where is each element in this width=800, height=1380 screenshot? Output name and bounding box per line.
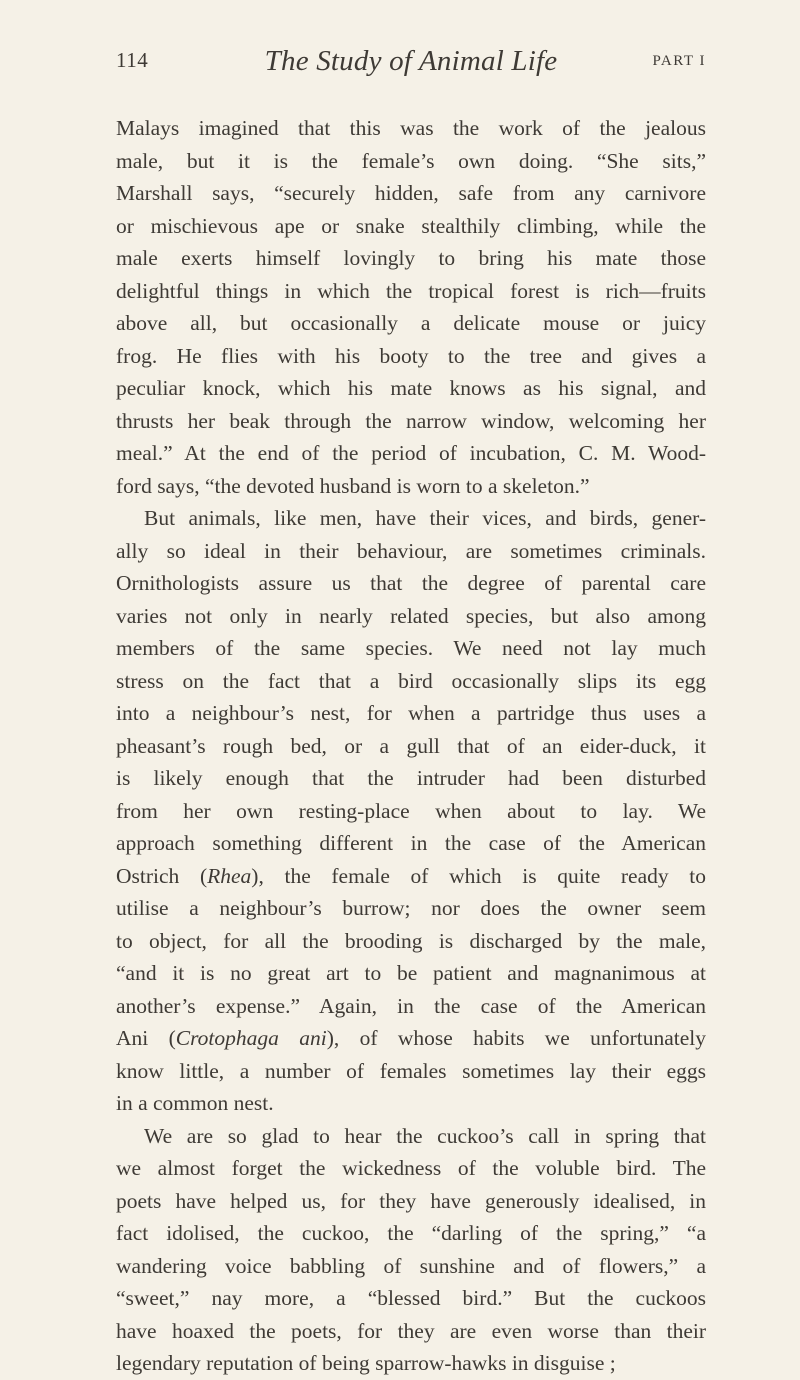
page-number: 114 xyxy=(116,48,149,72)
text-line: meal.” At the end of the period of incubation, C. M. Wood- xyxy=(116,441,706,465)
text-line: Ornithologists assure us that the degree of parental care xyxy=(116,571,706,595)
text-line: above all, but occasionally a delicate mouse or juicy xyxy=(116,311,706,335)
text-line: male exerts himself lovingly to bring his mate those xyxy=(116,246,706,270)
running-title: The Study of Animal Life xyxy=(264,45,558,77)
text-line: members of the same species. We need not lay much xyxy=(116,636,706,660)
text-line: have hoaxed the poets, for they are even worse than their xyxy=(116,1318,706,1343)
text-line: male, but it is the female’s own doing. “She sits,” xyxy=(116,148,706,173)
text-line: wandering voice babbling of sunshine and of flowers,” a xyxy=(116,1253,706,1278)
species-name: Rhea xyxy=(207,863,252,888)
text-line: delightful things in which the tropical forest is rich—fruits xyxy=(116,278,706,303)
body-text xyxy=(116,112,706,1380)
part-label: PART I xyxy=(652,53,706,69)
text-line: peculiar knock, which his mate knows as his signal, and xyxy=(116,376,706,400)
text-line: or mischievous ape or snake stealthily climbing, while the xyxy=(116,213,706,238)
text-line: varies not only in nearly related species, but also among xyxy=(116,603,706,628)
text-line: to object, for all the brooding is discharged by the male, xyxy=(116,928,706,953)
text-line: another’s expense.” Again, in the case of the American xyxy=(116,993,706,1018)
species-name: Crotophaga ani xyxy=(175,1026,327,1050)
text-line: “and it is no great art to be patient and magnanimous at xyxy=(116,961,706,985)
text-line: We are so glad to hear the cuckoo’s call in spring that xyxy=(144,1123,706,1148)
text-line: we almost forget the wickedness of the voluble bird. The xyxy=(116,1156,706,1180)
line-fragment: Ostrich ( xyxy=(116,863,208,888)
text-line: frog. He flies with his booty to the tree and gives a xyxy=(116,343,706,368)
text-line: thrusts her beak through the narrow window, welcoming her xyxy=(116,408,706,433)
text-line: pheasant’s rough bed, or a gull that of an eider-duck, it xyxy=(116,733,706,758)
text-line: fact idolised, the cuckoo, the “darling of the spring,” “a xyxy=(116,1221,706,1245)
text-line: know little, a number of females sometimes lay their eggs xyxy=(116,1058,706,1083)
line-fragment: Ani ( xyxy=(116,1026,176,1050)
text-line: in a common nest. xyxy=(116,1091,274,1115)
text-line xyxy=(116,860,706,893)
text-line: stress on the fact that a bird occasionally slips its egg xyxy=(116,668,706,693)
text-line: legendary reputation of being sparrow-hawks in disguise ; xyxy=(116,1351,616,1375)
text-line: Malays imagined that this was the work of the jealous xyxy=(116,116,706,140)
text-line: ally so ideal in their behaviour, are sometimes criminals. xyxy=(116,538,706,563)
line-fragment: ), of whose habits we unfortunately xyxy=(326,1026,706,1050)
text-line: But animals, like men, have their vices, and birds, gener- xyxy=(144,506,706,530)
text-line: into a neighbour’s nest, for when a partridge thus uses a xyxy=(116,701,706,725)
text-line: is likely enough that the intruder had been disturbed xyxy=(116,766,706,790)
text-line: utilise a neighbour’s burrow; nor does the owner seem xyxy=(116,896,706,920)
text-line: Marshall says, “securely hidden, safe from any carnivore xyxy=(116,181,706,205)
text-line: from her own resting-place when about to lay. We xyxy=(116,798,706,823)
text-line: poets have helped us, for they have generously idealised, in xyxy=(116,1188,706,1213)
text-line xyxy=(116,1022,706,1055)
text-line: ford says, “the devoted husband is worn to a skeleton.” xyxy=(116,473,590,498)
text-line: approach something different in the case of the American xyxy=(116,831,706,855)
line-fragment: ), the female of which is quite ready to xyxy=(251,863,706,888)
text-line: “sweet,” nay more, a “blessed bird.” But the cuckoos xyxy=(116,1286,706,1310)
running-header xyxy=(116,45,706,90)
